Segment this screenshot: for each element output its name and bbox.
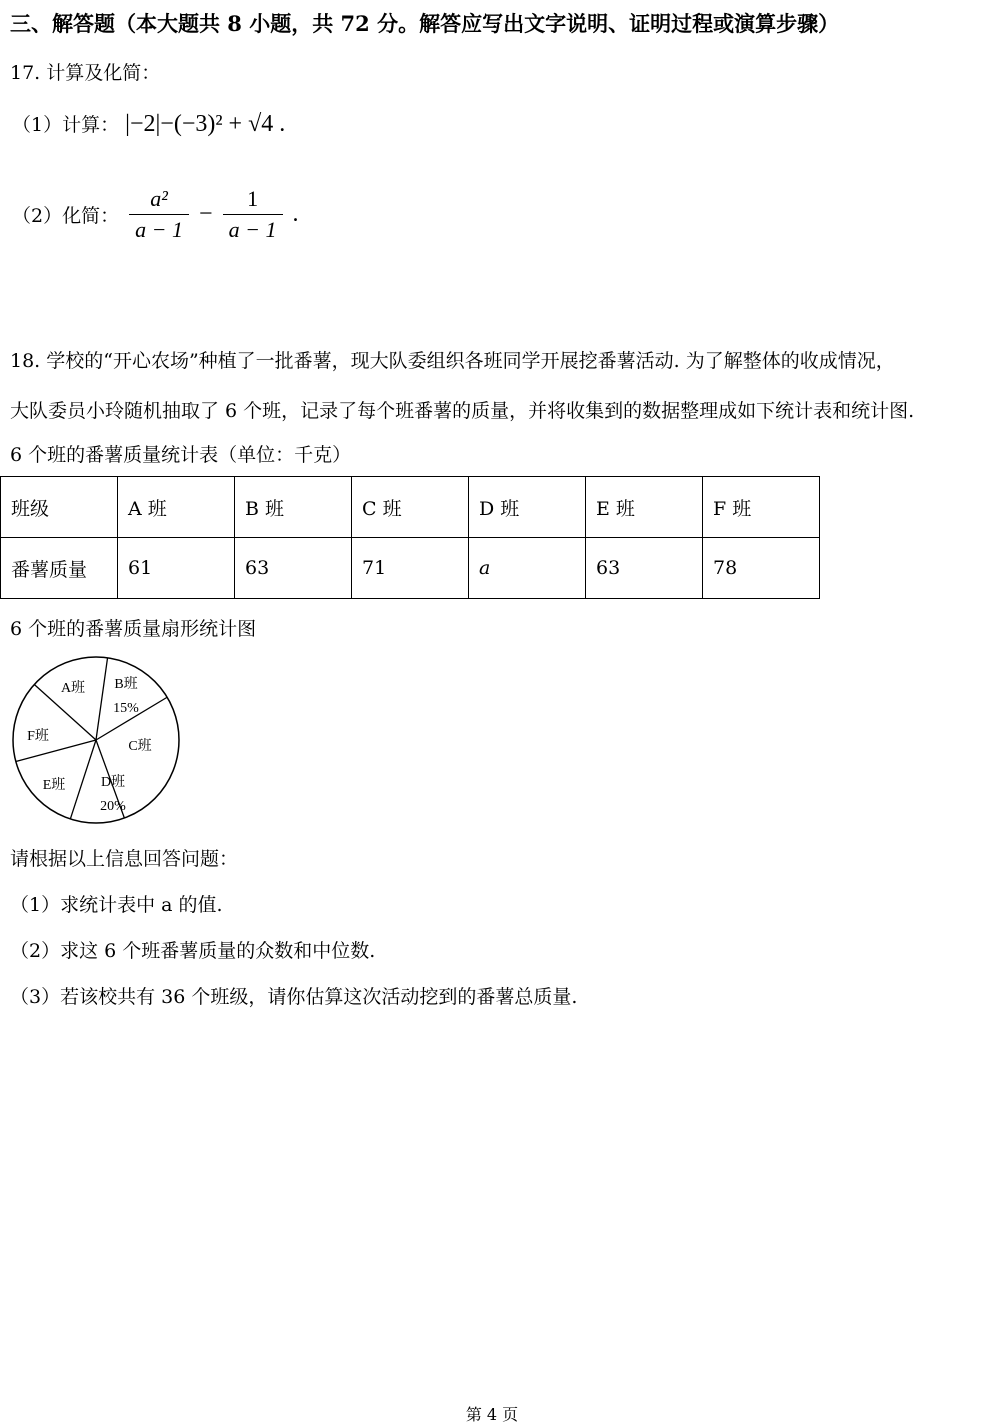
table-cell: 71: [352, 538, 469, 599]
table-cell: a: [469, 538, 586, 599]
question-17-part-2: [12, 186, 299, 243]
table-caption: 6 个班的番薯质量统计表（单位：千克）: [10, 444, 352, 466]
pie-slice-label: B班: [114, 677, 138, 692]
pie-chart-svg: [8, 654, 184, 826]
table-cell: D 班: [469, 477, 586, 538]
table-cell: A 班: [118, 477, 235, 538]
fraction-1-numerator: a²: [129, 186, 189, 215]
table-header-row: [1, 477, 820, 538]
question-18-line-2: 大队委员小玲随机抽取了 6 个班，记录了每个班番薯的质量，并将收集到的数据整理成如下统计表和统计图.: [10, 400, 915, 422]
fraction-1-denominator: a − 1: [135, 217, 183, 242]
pie-labels: [27, 676, 152, 814]
pie-slice-percent: 15%: [113, 701, 139, 716]
question-18-prompt: 请根据以上信息回答问题：: [10, 848, 239, 870]
pie-chart: [8, 654, 184, 831]
fraction-1: [129, 186, 189, 243]
table-cell: B 班: [235, 477, 352, 538]
minus-sign: −: [199, 201, 213, 227]
part-1-label: （1）计算：: [12, 114, 120, 136]
fraction-2-numerator: 1: [223, 186, 283, 215]
table-cell: 番薯质量: [1, 538, 118, 599]
question-18-line-1: 18. 学校的“开心农场”种植了一批番薯，现大队委组织各班同学开展挖番薯活动. 为了解整体的收成情况，: [10, 350, 895, 372]
table-cell: 63: [586, 538, 703, 599]
pie-slice-percent: 20%: [100, 799, 126, 814]
data-table: [0, 476, 820, 599]
pie-divider-line: [96, 658, 108, 740]
question-17-stem: 17. 计算及化简：: [10, 62, 161, 84]
pie-divider-line: [70, 740, 96, 819]
table-cell: 78: [703, 538, 820, 599]
table-cell: 班级: [1, 477, 118, 538]
part-1-expression: |−2|−(−3)² + √4 .: [125, 111, 286, 137]
table-cell: E 班: [586, 477, 703, 538]
pie-slice-label: E班: [42, 778, 66, 793]
table-cell: 61: [118, 538, 235, 599]
part-2-label: （2）化简：: [12, 205, 120, 227]
pie-caption: 6 个班的番薯质量扇形统计图: [10, 618, 257, 640]
question-18-part-2: （2）求这 6 个班番薯质量的众数和中位数.: [10, 940, 376, 962]
question-17-part-1: [12, 110, 285, 138]
section-title: 三、解答题（本大题共 8 小题，共 72 分。解答应写出文字说明、证明过程或演算步骤）: [10, 11, 840, 36]
table-cell: C 班: [352, 477, 469, 538]
fraction-2-denominator: a − 1: [228, 217, 277, 242]
end-period: .: [292, 201, 299, 227]
page-number: 第 4 页: [465, 1405, 519, 1424]
pie-slice-label: C班: [128, 739, 152, 754]
fraction-2: [223, 186, 283, 243]
pie-slice-label: A班: [60, 681, 86, 696]
question-18-part-1: （1）求统计表中 a 的值.: [10, 894, 223, 916]
table-row: [1, 538, 820, 599]
pie-slice-label: F班: [27, 729, 49, 744]
pie-slice-label: D班: [100, 775, 126, 790]
table-cell: 63: [235, 538, 352, 599]
question-18-part-3: （3）若该校共有 36 个班级，请你估算这次活动挖到的番薯总质量.: [10, 986, 578, 1008]
table-cell: F 班: [703, 477, 820, 538]
